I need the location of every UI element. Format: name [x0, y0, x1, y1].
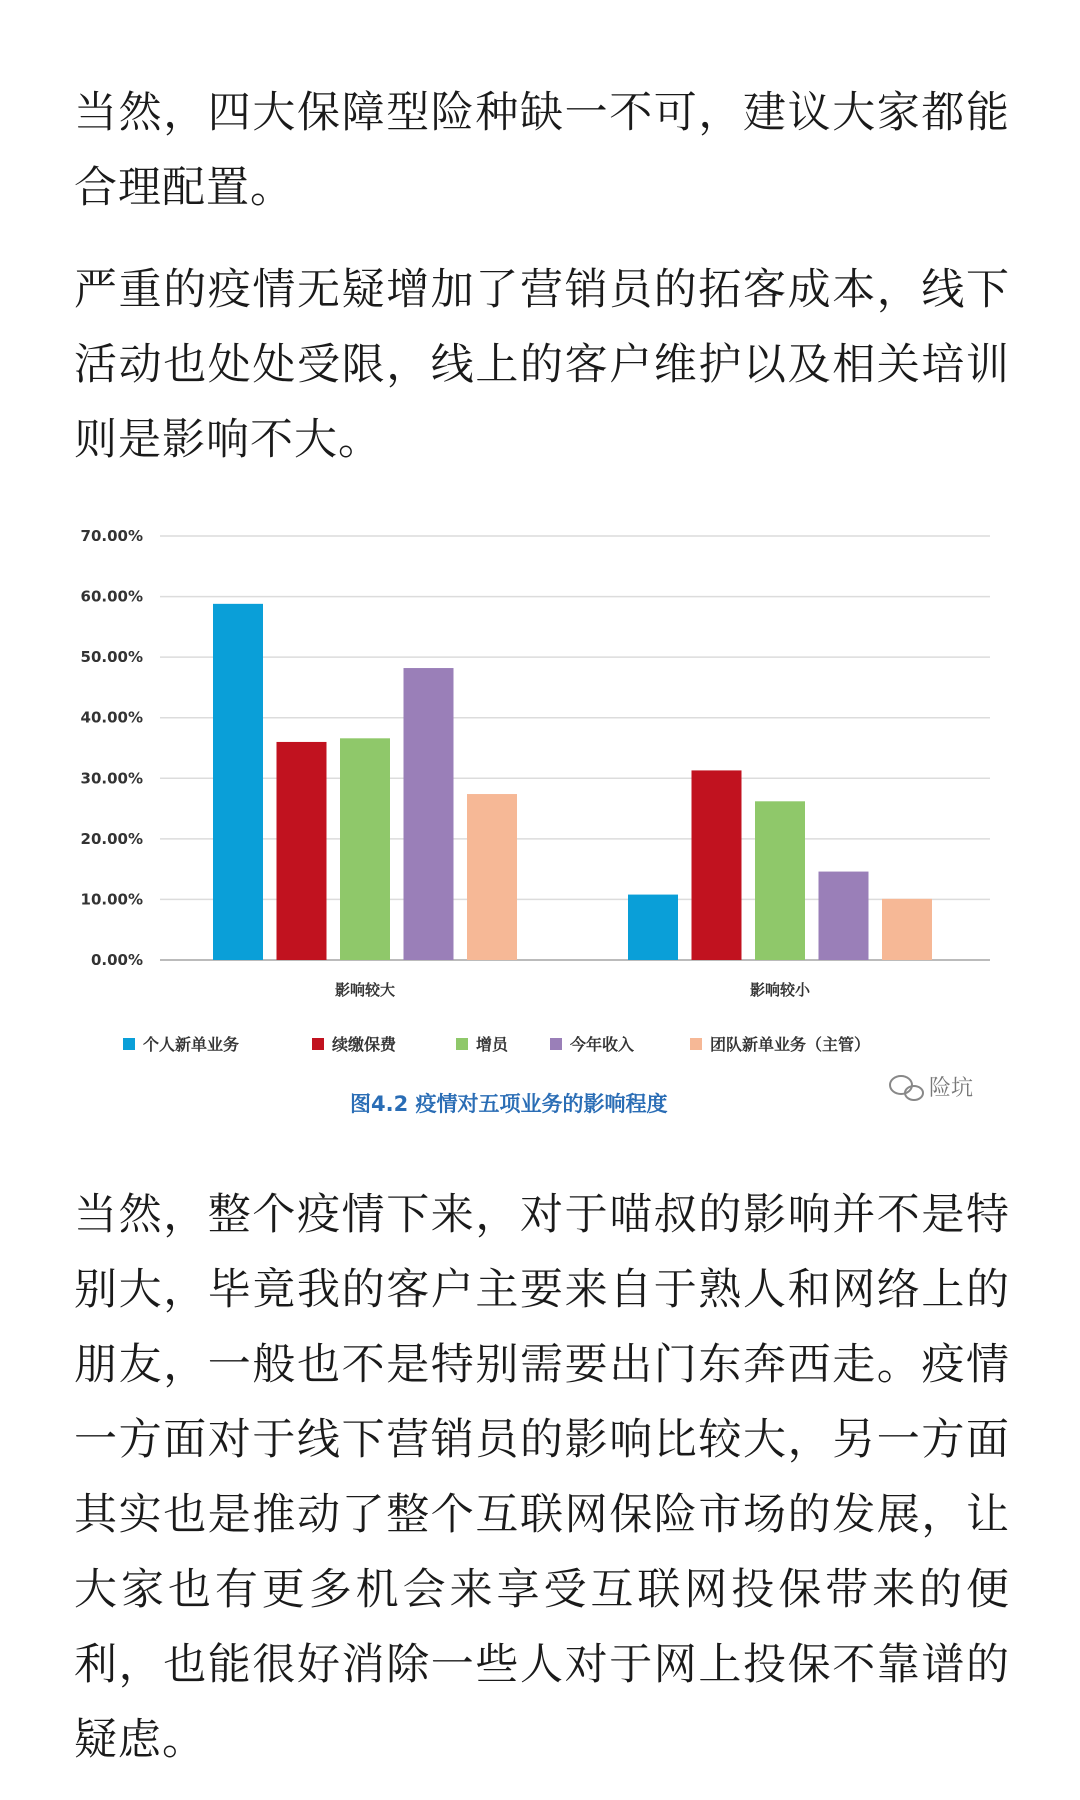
bar [882, 899, 932, 960]
watermark [890, 1076, 973, 1101]
bar [340, 738, 390, 960]
bar [819, 872, 869, 960]
legend-swatch [456, 1038, 468, 1050]
legend-label: 今年收入 [570, 1035, 635, 1054]
legend-item [456, 1035, 509, 1054]
bar-chart [0, 500, 1080, 1140]
x-axis-categories [335, 981, 811, 999]
y-tick-label: 30.00% [80, 769, 143, 788]
bar [755, 801, 805, 960]
legend-label: 团队新单业务（主管） [710, 1035, 871, 1054]
legend-item [550, 1035, 634, 1054]
bar [277, 742, 327, 960]
chart-legend [123, 1035, 870, 1054]
legend-swatch [550, 1038, 562, 1050]
chart-caption: 图4.2 疫情对五项业务的影响程度 [350, 1092, 668, 1116]
legend-swatch [690, 1038, 702, 1050]
y-tick-label: 60.00% [80, 587, 143, 606]
y-tick-label: 70.00% [80, 527, 143, 545]
paragraph-1: 当然，四大保障型险种缺一不可，建议大家都能合理配置。 [74, 88, 1010, 213]
y-tick-label: 50.00% [80, 648, 143, 667]
wechat-icon [890, 1076, 923, 1100]
y-tick-label: 0.00% [90, 951, 143, 969]
legend-label: 个人新单业务 [143, 1035, 240, 1054]
y-axis-ticks [81, 527, 143, 969]
x-category-label: 影响较大 [334, 981, 396, 999]
legend-swatch [123, 1038, 135, 1050]
paragraph-2: 严重的疫情无疑增加了营销员的拓客成本，线下活动也处处受限，线上的客户维护以及相关培训则是影响不大。 [74, 265, 1010, 465]
legend-item [690, 1035, 870, 1054]
bar [404, 668, 454, 960]
legend-item [123, 1035, 239, 1054]
legend-label: 增员 [476, 1035, 509, 1054]
bar [213, 604, 263, 960]
bar [628, 895, 678, 960]
legend-item [312, 1035, 397, 1054]
legend-swatch [312, 1038, 324, 1050]
y-tick-label: 20.00% [80, 829, 143, 848]
paragraph-3: 当然，整个疫情下来，对于喵叔的影响并不是特别大，毕竟我的客户主要来自于熟人和网络上的朋友，一般也不是特别需要出门东奔西走。疫情一方面对于线下营销员的影响比较大，另一方面其实也是推动了整个互联网保险市场的发展，让大家也有更多机会来享受互联网投保带来的便利，也能很好消除一些人对于网上投保不靠谱的疑虑。 [74, 1190, 1010, 1765]
x-category-label: 影响较小 [749, 981, 811, 999]
y-tick-label: 10.00% [80, 890, 143, 909]
bar [692, 770, 742, 960]
y-tick-label: 40.00% [80, 708, 143, 727]
bar [467, 794, 517, 960]
legend-label: 续缴保费 [332, 1035, 397, 1054]
watermark-text: 险坑 [929, 1076, 974, 1101]
